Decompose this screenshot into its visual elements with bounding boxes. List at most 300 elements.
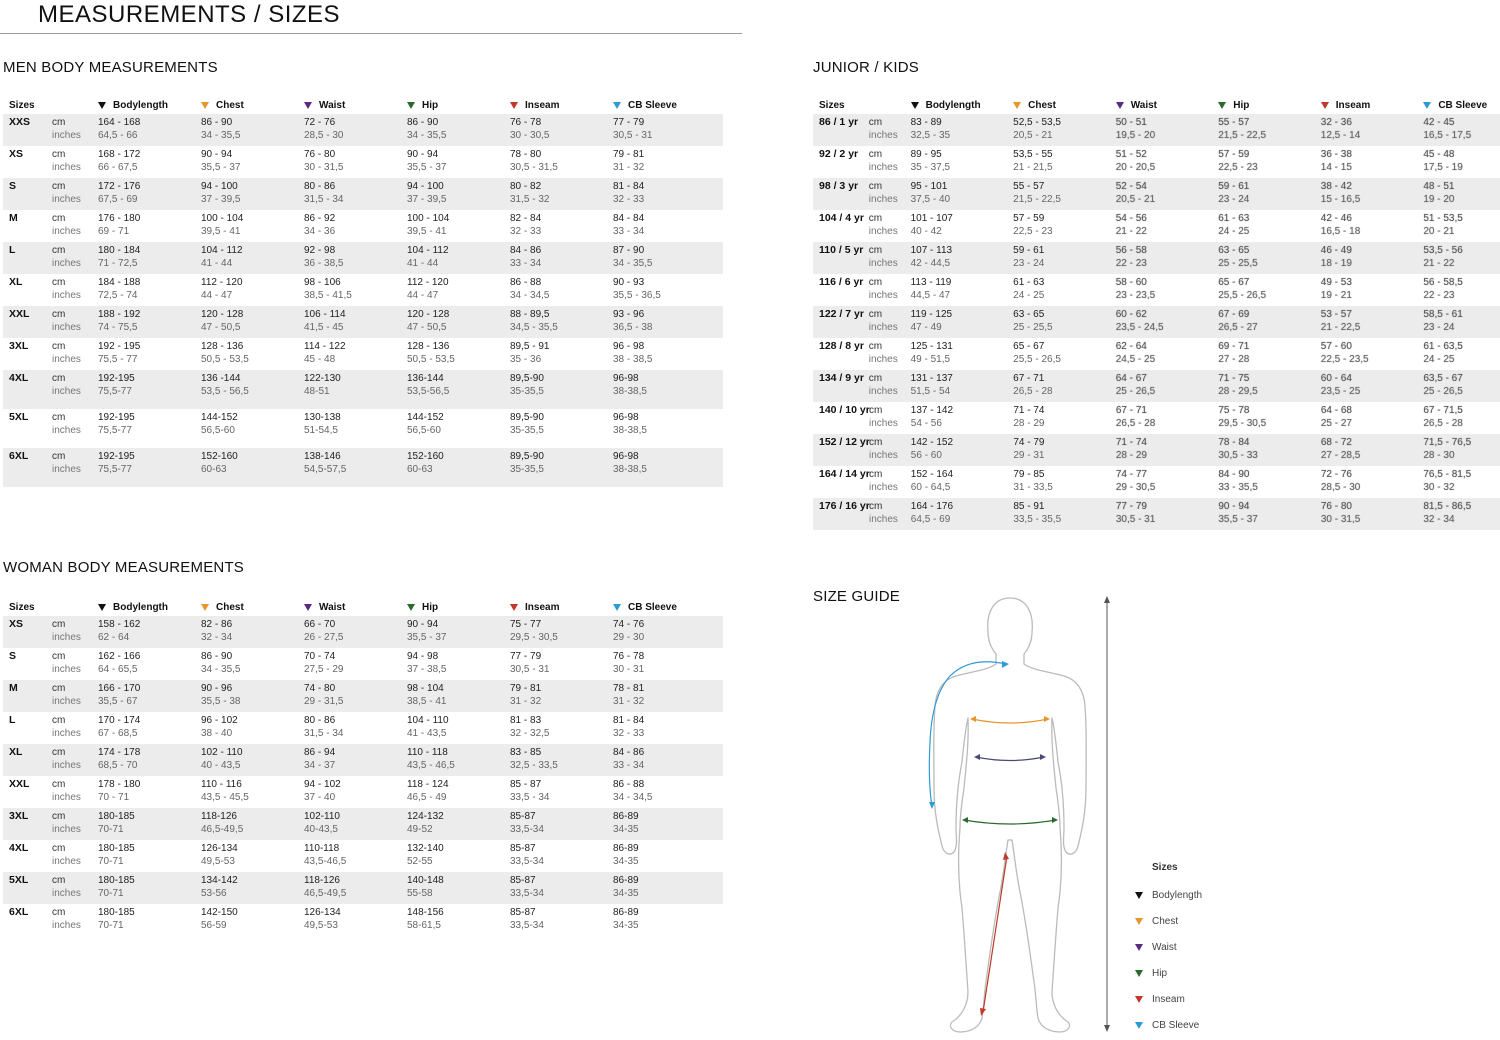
men-header-row (3, 94, 723, 114)
table-row (813, 178, 1500, 210)
value-cm: 180 - 184 (98, 245, 141, 256)
value-cm: 180-185 (98, 907, 135, 918)
value-inches: 33,5-34 (510, 856, 544, 867)
value-cm: 77 - 79 (613, 117, 645, 128)
value-cm: 192-195 (98, 412, 135, 423)
unit-labels (869, 180, 911, 206)
chest-cell (1013, 212, 1116, 238)
waist-cell (304, 180, 407, 206)
value-inches: 36 - 38,5 (304, 258, 344, 269)
unit-cm: cm (868, 373, 883, 384)
hip-cell (1218, 372, 1321, 398)
waist-marker-icon (1135, 944, 1143, 951)
size-label: XL (9, 746, 23, 758)
value-inches: 20,5 - 21 (1013, 130, 1053, 141)
cb-sleeve-cell (1423, 180, 1500, 206)
cb-sleeve-cell (613, 180, 723, 206)
value-inches: 26,5 - 28 (1013, 386, 1053, 397)
value-inches: 25 - 26,5 (1115, 386, 1156, 397)
value-inches: 75,5 - 77 (98, 354, 138, 365)
value-cm: 192 - 195 (98, 341, 141, 352)
inseam-cell (510, 244, 613, 270)
value-cm: 58,5 - 61 (1423, 309, 1463, 320)
hip-cell (1218, 436, 1321, 462)
size-label: XXS (9, 116, 31, 128)
value-inches: 23 - 23,5 (1115, 290, 1156, 301)
chest-cell (201, 874, 304, 900)
value-cm: 42 - 45 (1423, 117, 1455, 128)
waist-marker-icon (1116, 102, 1124, 109)
size-label: 6XL (9, 450, 29, 462)
size-label: 152 / 12 yr (819, 436, 870, 448)
value-inches: 39,5 - 41 (201, 226, 241, 237)
cb-sleeve-cell (1423, 340, 1500, 366)
chest-cell (1013, 372, 1116, 398)
value-inches: 41 - 44 (407, 258, 439, 269)
hip-cell (407, 276, 510, 302)
unit-labels (869, 436, 911, 462)
chest-line (972, 719, 1048, 723)
header-label: Waist (319, 100, 346, 111)
cb-sleeve-arrow-top (1002, 661, 1009, 668)
hip-cell (1218, 308, 1321, 334)
value-cm: 184 - 188 (98, 277, 141, 288)
unit-cm: cm (868, 341, 883, 352)
size-label: 134 / 9 yr (819, 372, 864, 384)
unit-labels (869, 212, 911, 238)
value-cm: 59 - 61 (1013, 245, 1045, 256)
value-cm: 48 - 51 (1423, 181, 1455, 192)
header-bodylength (98, 100, 201, 111)
unit-inches: inches (52, 664, 81, 675)
inseam-cell (510, 148, 613, 174)
value-inches: 35,5 - 37 (201, 162, 241, 173)
value-inches: 70-71 (98, 920, 124, 931)
value-cm: 192-195 (98, 373, 135, 384)
unit-inches: inches (869, 482, 898, 493)
value-cm: 136-144 (407, 373, 444, 384)
unit-cm: cm (868, 149, 883, 160)
bodylength-cell (98, 244, 201, 270)
value-inches: 56 - 60 (910, 450, 942, 461)
value-inches: 31 - 32 (613, 162, 645, 173)
value-cm: 90 - 94 (407, 149, 439, 160)
value-cm: 56 - 58 (1115, 245, 1147, 256)
cb-sleeve-cell (613, 212, 723, 238)
header-label: CB Sleeve (628, 602, 677, 613)
size-label: XXL (9, 778, 30, 790)
waist-cell (304, 212, 407, 238)
size-label: 3XL (9, 340, 29, 352)
unit-inches: inches (52, 760, 81, 771)
table-row (3, 840, 723, 872)
value-inches: 32 - 33 (613, 728, 645, 739)
cb-sleeve-marker-icon (613, 102, 621, 109)
kids-header-row (813, 94, 1500, 114)
chest-marker-icon (1013, 102, 1021, 109)
value-inches: 33,5-34 (510, 888, 544, 899)
table-row (813, 498, 1500, 530)
chest-arrow-right (1044, 716, 1050, 722)
inseam-cell (510, 411, 613, 437)
value-inches: 21 - 22,5 (1320, 322, 1361, 333)
value-inches: 31 - 32 (510, 696, 542, 707)
waist-cell (304, 874, 407, 900)
table-row (3, 409, 723, 448)
hip-cell (407, 874, 510, 900)
cb-sleeve-cell (613, 778, 723, 804)
value-cm: 92 - 98 (304, 245, 336, 256)
value-inches: 34,5 - 35,5 (510, 322, 558, 333)
value-cm: 104 - 112 (407, 245, 449, 256)
value-cm: 63 - 65 (1218, 245, 1250, 256)
value-inches: 28 - 30 (1423, 450, 1455, 461)
value-inches: 64 - 65,5 (98, 664, 138, 675)
unit-inches: inches (52, 792, 81, 803)
value-cm: 178 - 180 (98, 779, 141, 790)
value-inches: 60-63 (407, 464, 433, 475)
inseam-cell (510, 308, 613, 334)
value-inches: 32 - 34 (1423, 514, 1455, 525)
value-cm: 112 - 120 (407, 277, 449, 288)
hip-cell (407, 308, 510, 334)
inseam-cell (1321, 436, 1424, 462)
header-label: Chest (216, 100, 244, 111)
value-cm: 86 - 88 (613, 779, 645, 790)
value-inches: 36,5 - 38 (613, 322, 653, 333)
value-inches: 38 - 40 (201, 728, 233, 739)
chest-cell (201, 372, 304, 398)
cb-sleeve-marker-icon (613, 604, 621, 611)
legend-item-waist (1135, 934, 1202, 960)
value-inches: 29 - 31,5 (304, 696, 344, 707)
value-inches: 28,5 - 30 (1320, 482, 1361, 493)
value-cm: 152-160 (201, 451, 238, 462)
table-row (3, 114, 723, 146)
hip-marker-icon (407, 102, 415, 109)
value-cm: 130-138 (304, 412, 341, 423)
unit-cm: cm (869, 405, 883, 416)
unit-labels (52, 682, 98, 708)
value-cm: 152-160 (407, 451, 444, 462)
bodylength-cell (98, 874, 201, 900)
bodylength-cell (98, 682, 201, 708)
value-inches: 34-35 (613, 888, 639, 899)
table-row (813, 370, 1500, 402)
value-cm: 89,5-90 (510, 451, 544, 462)
unit-inches: inches (868, 354, 898, 365)
bodylength-cell (98, 906, 201, 932)
cb-sleeve-arrow-bottom (929, 802, 935, 809)
header-label: Bodylength (925, 100, 981, 111)
value-inches: 29 - 31 (1013, 450, 1045, 461)
value-cm: 57 - 59 (1013, 213, 1045, 224)
inseam-cell (510, 116, 613, 142)
value-cm: 90 - 94 (1218, 501, 1250, 512)
value-cm: 86 - 90 (201, 651, 233, 662)
value-cm: 86 - 92 (304, 213, 336, 224)
size-guide-title: SIZE GUIDE (813, 588, 901, 605)
inseam-cell (510, 778, 613, 804)
waist-cell (1116, 276, 1219, 302)
unit-labels (52, 906, 98, 932)
value-cm: 74 - 79 (1013, 437, 1045, 448)
value-cm: 64 - 68 (1320, 405, 1352, 416)
chest-cell (201, 244, 304, 270)
value-cm: 95 - 101 (910, 181, 948, 192)
value-cm: 90 - 96 (201, 683, 233, 694)
cb-sleeve-cell (613, 372, 723, 398)
chest-cell (201, 148, 304, 174)
unit-cm: cm (869, 501, 883, 512)
value-cm: 110-118 (304, 843, 340, 854)
value-inches: 38-38,5 (613, 386, 647, 397)
value-inches: 44 - 47 (201, 290, 233, 301)
value-inches: 34 - 35,5 (613, 258, 653, 269)
value-inches: 35,5 - 67 (98, 696, 138, 707)
value-inches: 53,5 - 56,5 (201, 386, 249, 397)
value-inches: 47 - 50,5 (407, 322, 447, 333)
cb-sleeve-cell (1423, 372, 1500, 398)
hip-line (964, 820, 1056, 824)
value-inches: 54,5-57,5 (304, 464, 347, 475)
cb-sleeve-cell (613, 682, 723, 708)
value-inches: 32 - 32,5 (510, 728, 550, 739)
value-cm: 76 - 78 (613, 651, 645, 662)
bodylength-cell (98, 450, 201, 476)
unit-cm: cm (52, 181, 66, 192)
value-cm: 58 - 60 (1115, 277, 1147, 288)
value-cm: 81 - 84 (613, 715, 645, 726)
value-cm: 113 - 119 (910, 277, 952, 288)
waist-cell (304, 714, 407, 740)
value-cm: 71 - 75 (1218, 373, 1250, 384)
value-cm: 80 - 86 (304, 181, 336, 192)
hip-cell (407, 340, 510, 366)
unit-inches: inches (869, 450, 898, 461)
value-inches: 35-35,5 (510, 425, 544, 436)
hip-cell (1218, 500, 1321, 526)
bodylength-cell (98, 180, 201, 206)
table-row (813, 402, 1500, 434)
value-cm: 100 - 104 (407, 213, 450, 224)
table-row (3, 872, 723, 904)
table-row (813, 434, 1500, 466)
unit-labels (52, 308, 98, 334)
waist-cell (304, 450, 407, 476)
value-cm: 32 - 36 (1320, 117, 1352, 128)
unit-cm: cm (52, 747, 66, 758)
value-inches: 70-71 (98, 856, 124, 867)
value-cm: 76 - 80 (304, 149, 336, 160)
value-cm: 120 - 128 (407, 309, 450, 320)
value-inches: 29,5 - 30,5 (1218, 418, 1267, 429)
value-inches: 30 - 30,5 (510, 130, 550, 141)
value-inches: 49 - 51,5 (910, 354, 951, 365)
value-cm: 67 - 71 (1115, 405, 1147, 416)
value-cm: 96-98 (613, 451, 639, 462)
value-inches: 30 - 32 (1423, 482, 1455, 493)
bodylength-cell (98, 148, 201, 174)
unit-cm: cm (52, 373, 66, 384)
header-label: Bodylength (113, 100, 168, 111)
cb-sleeve-cell (613, 148, 723, 174)
value-cm: 83 - 85 (510, 747, 542, 758)
value-inches: 37 - 39,5 (201, 194, 241, 205)
hip-marker-icon (1218, 102, 1226, 109)
bodylength-arrow-bottom (1104, 1025, 1110, 1032)
value-inches: 33 - 34 (510, 258, 542, 269)
value-cm: 90 - 93 (613, 277, 645, 288)
size-label: 176 / 16 yr (819, 500, 870, 512)
size-label: 5XL (9, 874, 29, 886)
unit-cm: cm (52, 619, 66, 630)
table-row (3, 904, 723, 936)
value-inches: 68,5 - 70 (98, 760, 138, 771)
value-cm: 93 - 96 (613, 309, 645, 320)
value-inches: 33,5 - 34 (510, 792, 550, 803)
inseam-cell (510, 746, 613, 772)
value-inches: 35 - 36 (510, 354, 542, 365)
header-bodylength (911, 100, 1014, 111)
value-inches: 19 - 21 (1320, 290, 1352, 301)
value-cm: 75 - 78 (1218, 405, 1250, 416)
value-inches: 30 - 31,5 (1320, 514, 1361, 525)
bodylength-cell (98, 372, 201, 398)
value-cm: 87 - 90 (613, 245, 645, 256)
hip-arrow-left (962, 817, 968, 823)
value-cm: 80 - 86 (304, 715, 336, 726)
bodylength-arrow-top (1104, 596, 1110, 603)
chest-cell (201, 212, 304, 238)
waist-cell (1116, 340, 1219, 366)
value-cm: 79 - 81 (510, 683, 542, 694)
inseam-cell (1321, 180, 1424, 206)
value-inches: 45 - 48 (304, 354, 336, 365)
value-cm: 63 - 65 (1013, 309, 1045, 320)
value-inches: 25,5 - 26,5 (1013, 354, 1061, 365)
value-inches: 52-55 (407, 856, 433, 867)
value-inches: 22 - 23 (1115, 258, 1147, 269)
unit-inches: inches (52, 425, 81, 436)
legend-item-bodylength (1135, 882, 1202, 908)
hip-cell (407, 618, 510, 644)
value-inches: 26,5 - 28 (1115, 418, 1156, 429)
value-inches: 34 - 34,5 (613, 792, 653, 803)
hip-cell (407, 778, 510, 804)
value-inches: 67 - 68,5 (98, 728, 138, 739)
value-cm: 96 - 98 (613, 341, 645, 352)
cb-sleeve-cell (613, 308, 723, 334)
value-cm: 36 - 38 (1320, 149, 1352, 160)
value-cm: 69 - 71 (1218, 341, 1250, 352)
value-cm: 50 - 51 (1115, 117, 1147, 128)
value-inches: 44,5 - 47 (910, 290, 951, 301)
value-inches: 40 - 43,5 (201, 760, 241, 771)
waist-cell (1116, 148, 1219, 174)
unit-labels (869, 148, 911, 174)
size-label: 3XL (9, 810, 29, 822)
hip-cell (407, 714, 510, 740)
value-cm: 45 - 48 (1423, 149, 1455, 160)
table-row (3, 242, 723, 274)
unit-inches: inches (52, 130, 81, 141)
value-cm: 86 - 90 (407, 117, 439, 128)
value-cm: 74 - 77 (1115, 469, 1147, 480)
waist-cell (304, 116, 407, 142)
bodylength-cell (98, 308, 201, 334)
unit-inches: inches (52, 162, 81, 173)
table-row (3, 210, 723, 242)
value-cm: 79 - 85 (1013, 469, 1045, 480)
inseam-cell (1321, 308, 1424, 334)
unit-cm: cm (52, 683, 66, 694)
value-inches: 27,5 - 29 (304, 664, 344, 675)
unit-inches: inches (868, 130, 898, 141)
unit-inches: inches (52, 888, 81, 899)
value-cm: 142-150 (201, 907, 238, 918)
value-cm: 75 - 77 (510, 619, 542, 630)
table-row (813, 210, 1500, 242)
hip-cell (1218, 148, 1321, 174)
size-label: 4XL (9, 372, 29, 384)
value-cm: 67 - 69 (1218, 309, 1250, 320)
cb-sleeve-cell (1423, 244, 1500, 270)
value-inches: 41 - 44 (201, 258, 233, 269)
header-sizes: Sizes (9, 100, 35, 111)
value-cm: 96-98 (613, 412, 639, 423)
unit-labels (52, 778, 98, 804)
chest-cell (1013, 436, 1116, 462)
value-inches: 20 - 20,5 (1115, 162, 1156, 173)
value-cm: 86 - 88 (510, 277, 542, 288)
value-cm: 112 - 120 (201, 277, 243, 288)
value-cm: 61 - 63 (1218, 213, 1250, 224)
value-cm: 53,5 - 55 (1013, 149, 1053, 160)
bodylength-cell (98, 746, 201, 772)
value-inches: 21,5 - 22,5 (1218, 130, 1267, 141)
value-inches: 75,5-77 (98, 386, 132, 397)
header-cb-sleeve (613, 100, 723, 111)
value-cm: 68 - 72 (1320, 437, 1352, 448)
table-row (813, 146, 1500, 178)
value-inches: 51,5 - 54 (910, 386, 951, 397)
value-cm: 55 - 57 (1013, 181, 1045, 192)
value-inches: 31,5 - 34 (304, 194, 344, 205)
unit-inches: inches (869, 514, 898, 525)
value-cm: 85-87 (510, 875, 536, 886)
unit-cm: cm (52, 117, 66, 128)
value-cm: 98 - 106 (304, 277, 341, 288)
cb-sleeve-marker-icon (1135, 1022, 1143, 1029)
chest-cell (201, 411, 304, 437)
size-label: 4XL (9, 842, 29, 854)
value-cm: 86-89 (613, 843, 639, 854)
value-inches: 34 - 37 (304, 760, 336, 771)
value-cm: 84 - 90 (1218, 469, 1250, 480)
header-hip (407, 602, 510, 613)
hip-cell (1218, 340, 1321, 366)
hip-cell (407, 212, 510, 238)
value-inches: 34-35 (613, 856, 639, 867)
value-cm: 119 - 125 (910, 309, 953, 320)
value-cm: 88 - 89,5 (510, 309, 550, 320)
value-inches: 24 - 25 (1423, 354, 1455, 365)
value-cm: 49 - 53 (1320, 277, 1352, 288)
chest-cell (201, 650, 304, 676)
bodylength-cell (98, 340, 201, 366)
value-cm: 78 - 80 (510, 149, 542, 160)
